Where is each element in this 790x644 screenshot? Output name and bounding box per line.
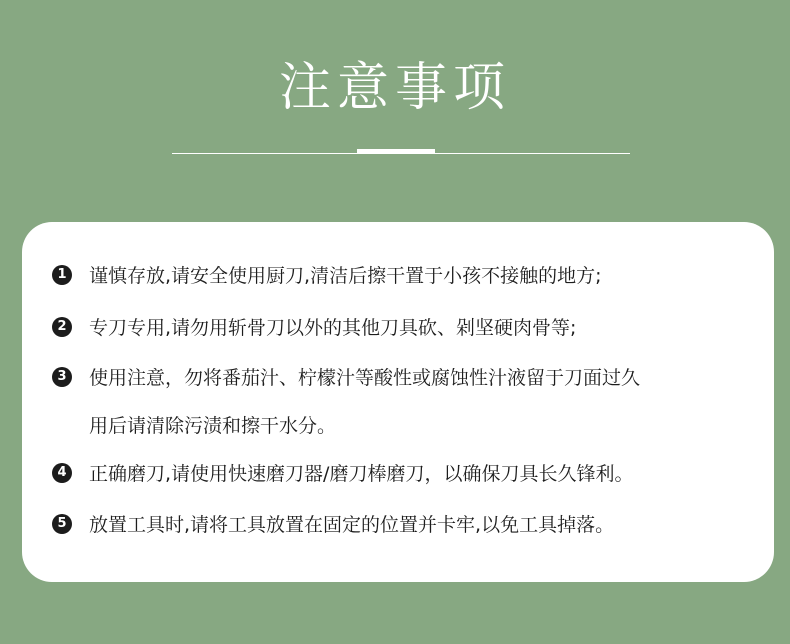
notice-card <box>22 222 774 582</box>
title-divider-accent <box>357 149 435 154</box>
number-badge: 2 <box>52 317 72 337</box>
notice-text: 放置工具时,请将工具放置在固定的位置并卡牢,以免工具掉落。 <box>89 514 615 536</box>
notice-text: 使用注意，勿将番茄汁、柠檬汁等酸性或腐蚀性汁液留于刀面过久 <box>89 367 641 389</box>
notice-item-3-continuation: 用后请清除污渍和擦干水分。 <box>89 415 337 437</box>
notice-text: 专刀专用,请勿用斩骨刀以外的其他刀具砍、剁坚硬肉骨等; <box>89 317 577 339</box>
notice-text: 谨慎存放,请安全使用厨刀,清洁后擦干置于小孩不接触的地方; <box>89 265 602 287</box>
page-title: 注意事项 <box>278 58 511 118</box>
number-badge: 1 <box>52 265 72 285</box>
notice-text: 正确磨刀,请使用快速磨刀器/磨刀棒磨刀，以确保刀具长久锋利。 <box>89 463 634 485</box>
number-badge: 3 <box>52 367 72 387</box>
number-badge: 5 <box>52 514 72 534</box>
number-badge: 4 <box>52 463 72 483</box>
